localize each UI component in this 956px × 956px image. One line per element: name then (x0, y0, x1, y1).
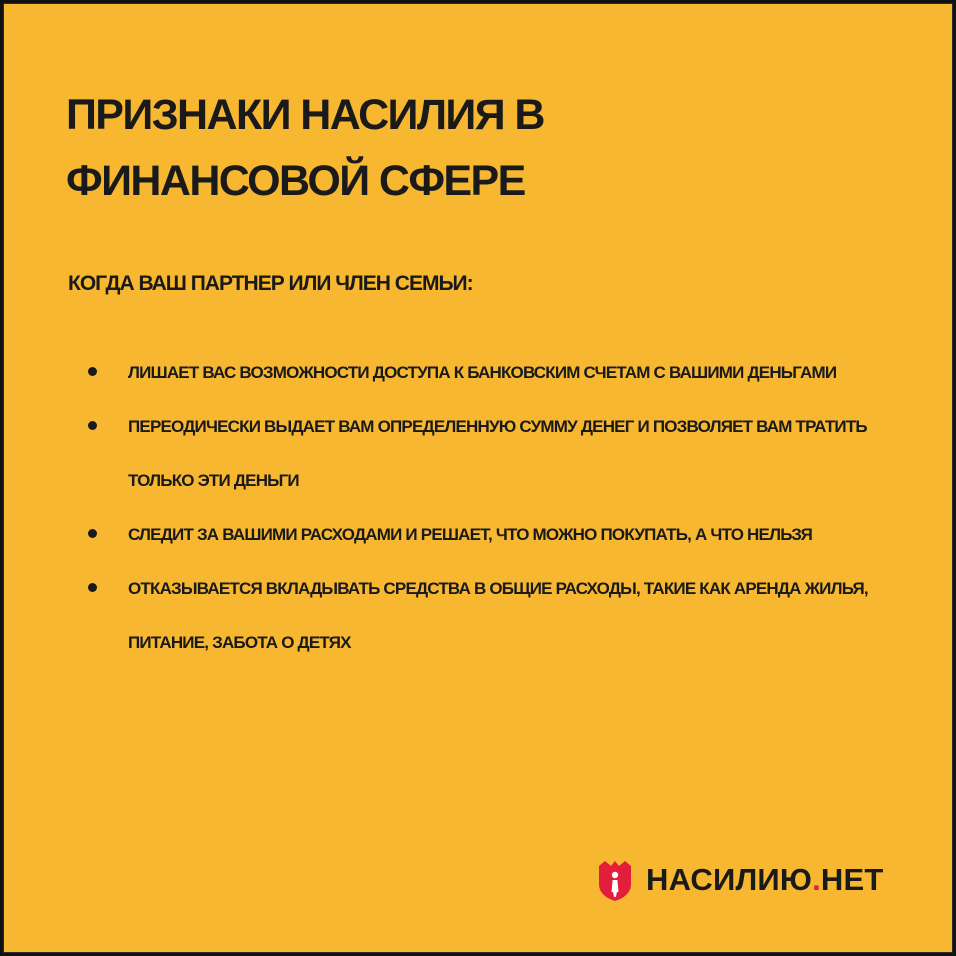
list-item (88, 400, 878, 508)
list-item-text: ПЕРЕОДИЧЕСКИ ВЫДАЕТ ВАМ ОПРЕДЕЛЕННУЮ СУММУ ДЕНЕГ И ПОЗВОЛЯЕТ ВАМ ТРАТИТЬ ТОЛЬКО ЭТИ ДЕНЬГИ (128, 417, 867, 490)
list-item (88, 508, 878, 562)
brand-logo (597, 854, 884, 906)
warning-sign-list (88, 354, 878, 678)
list-item-text: ЛИШАЕТ ВАС ВОЗМОЖНОСТИ ДОСТУПА К БАНКОВСКИМ СЧЕТАМ С ВАШИМИ ДЕНЬГАМИ (128, 363, 837, 382)
brand-name: НАСИЛИЮ (646, 862, 813, 897)
brand-text (646, 860, 884, 900)
shield-person-icon (597, 859, 633, 902)
bullet-icon (88, 421, 97, 430)
bullet-icon (88, 583, 97, 592)
list-item (88, 562, 878, 670)
page-title: ПРИЗНАКИ НАСИЛИЯ В ФИНАНСОВОЙ СФЕРЕ (66, 91, 544, 205)
list-item-text: СЛЕДИТ ЗА ВАШИМИ РАСХОДАМИ И РЕШАЕТ, ЧТО МОЖНО ПОКУПАТЬ, А ЧТО НЕЛЬЗЯ (128, 525, 813, 544)
info-card (3, 3, 953, 953)
brand-dot: . (812, 862, 821, 897)
brand-suffix: НЕТ (820, 862, 884, 897)
bullet-icon (88, 529, 97, 538)
bullet-icon (88, 367, 97, 376)
list-item-text: ОТКАЗЫВАЕТСЯ ВКЛАДЫВАТЬ СРЕДСТВА В ОБЩИЕ РАСХОДЫ, ТАКИЕ КАК АРЕНДА ЖИЛЬЯ, ПИТАНИЕ, ЗАБОТА О ДЕТЯХ (128, 579, 868, 652)
subtitle: КОГДА ВАШ ПАРТНЕР ИЛИ ЧЛЕН СЕМЬИ: (68, 272, 473, 295)
list-item (88, 346, 878, 400)
